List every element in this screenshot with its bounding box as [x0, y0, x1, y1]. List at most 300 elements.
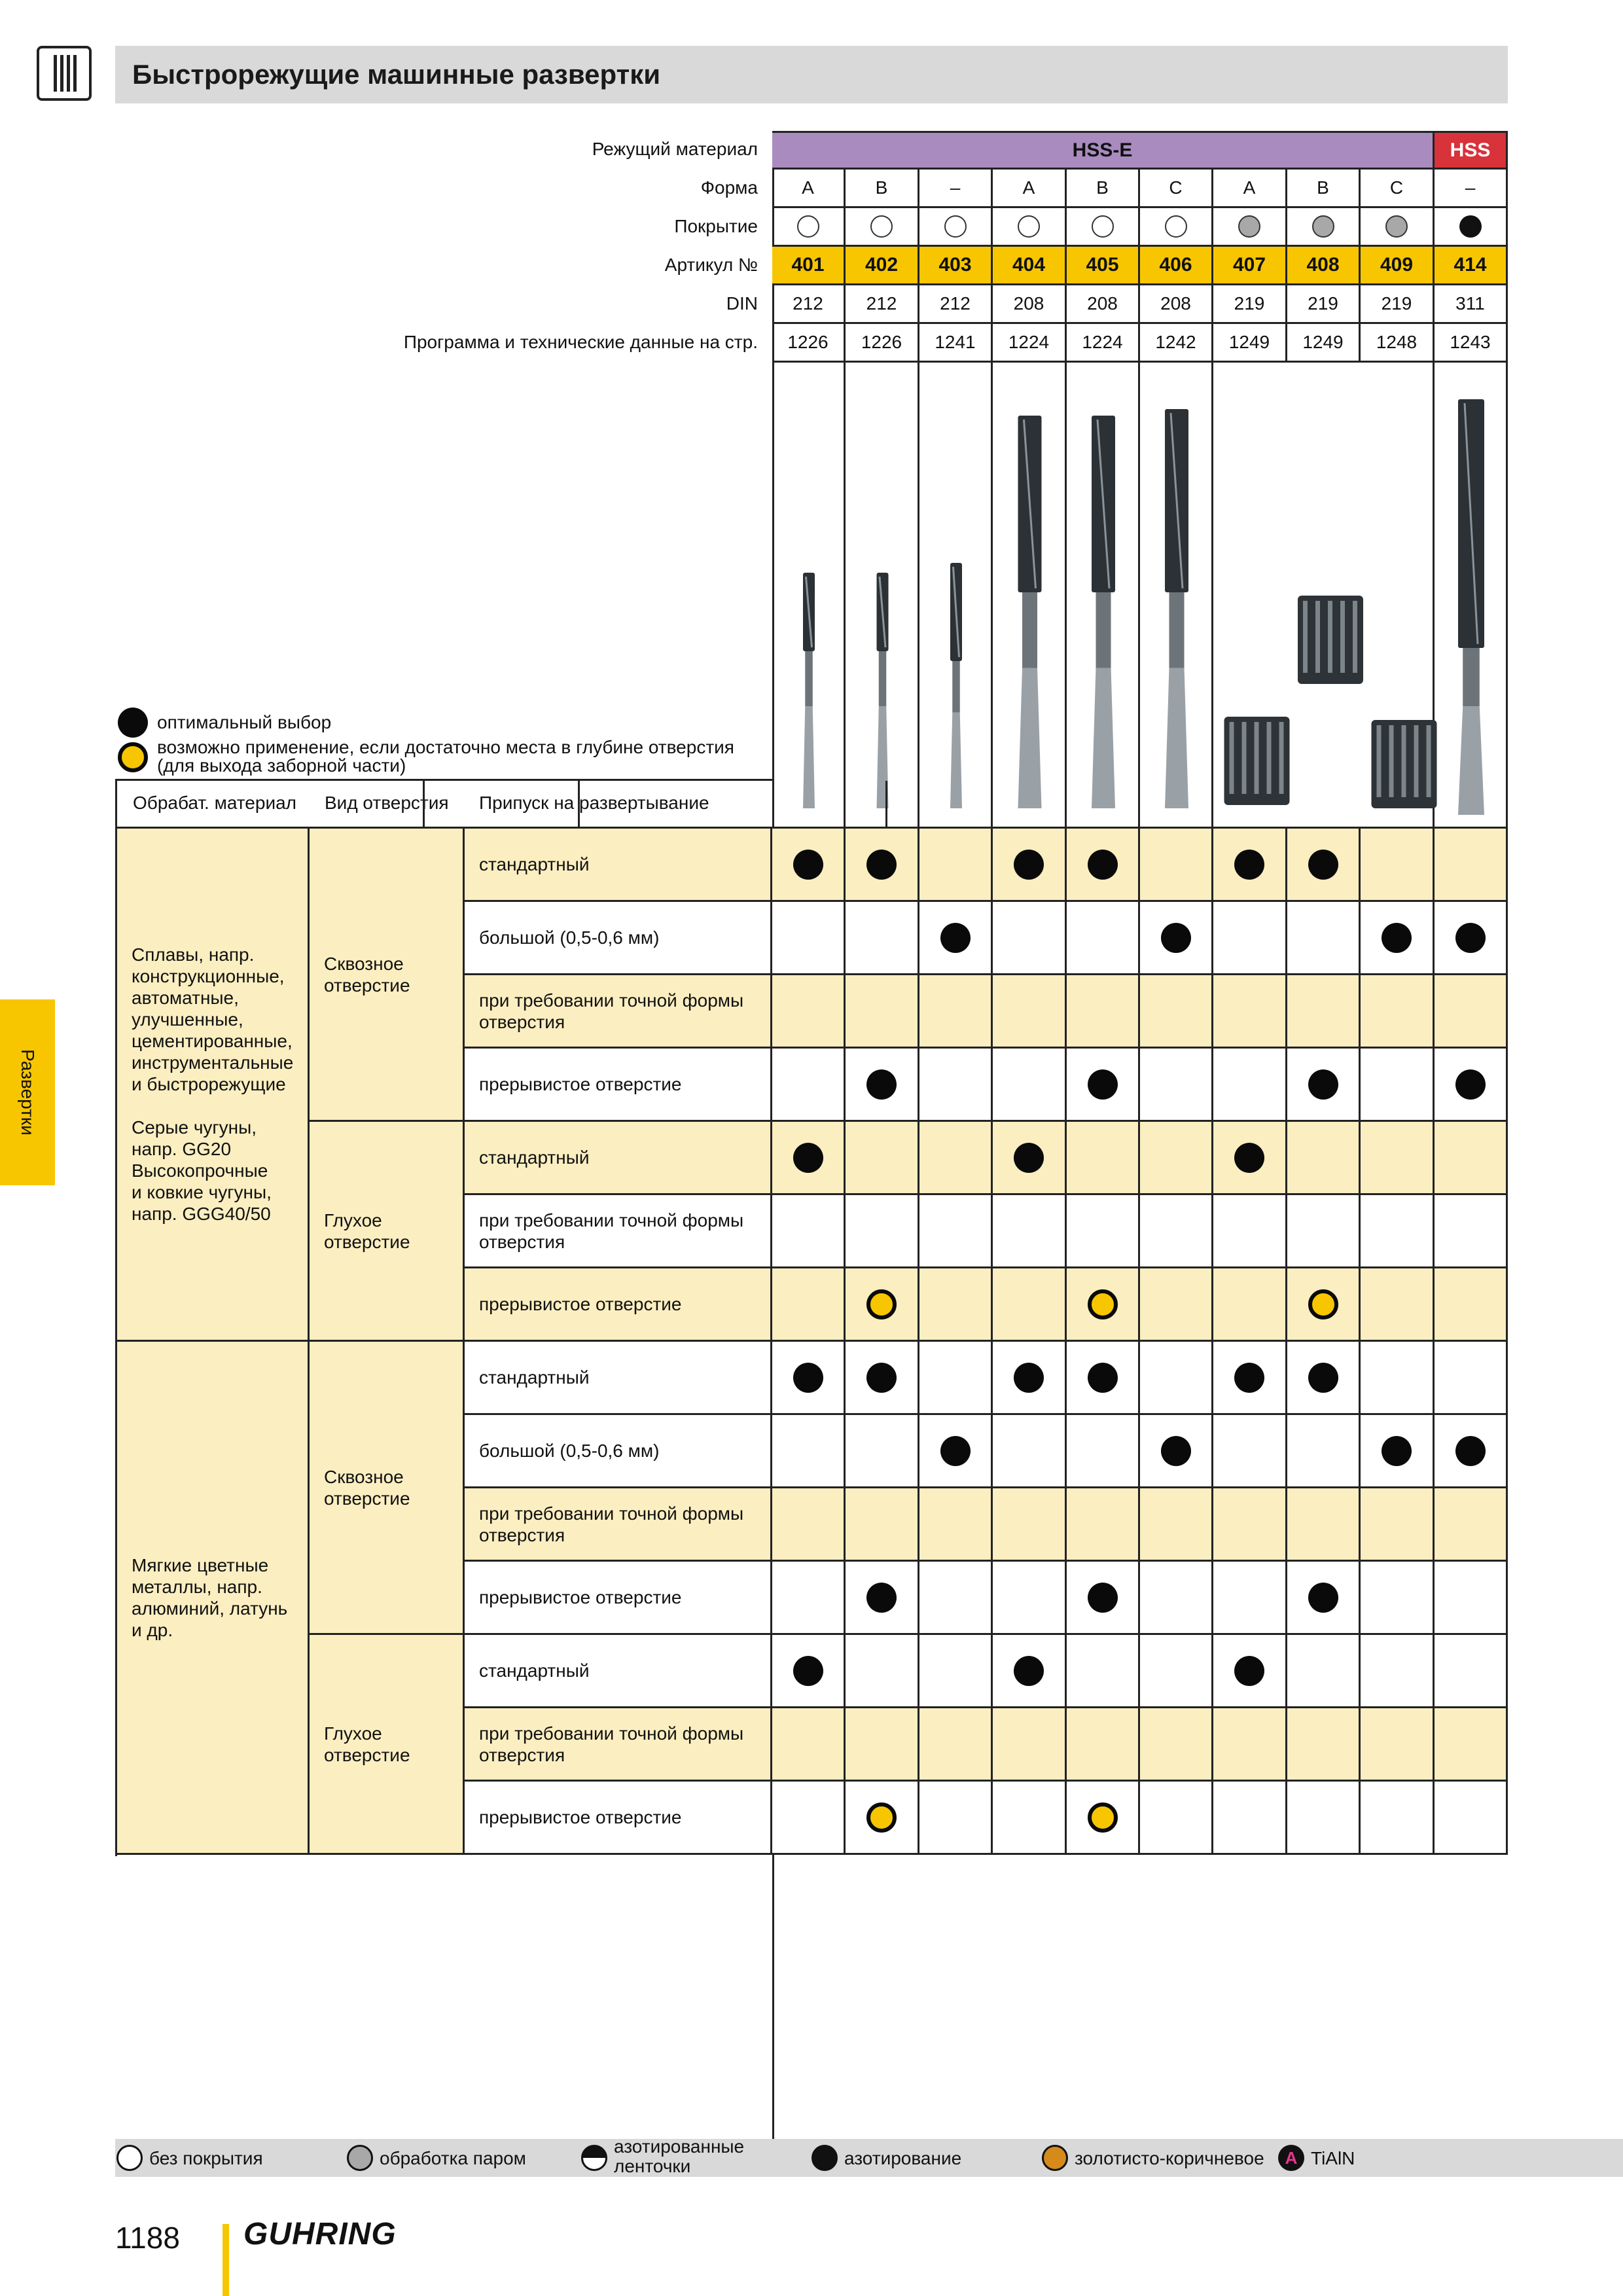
optimal-mark: [940, 1436, 971, 1466]
form-value: A: [1243, 177, 1256, 198]
suitability-cell: [846, 1488, 919, 1562]
suitability-cell: [1067, 902, 1140, 975]
suitability-cell: [772, 1342, 846, 1415]
suitability-cell: [993, 1488, 1067, 1562]
suitability-cell: [1435, 975, 1508, 1049]
hole-type-text: Глухое отверстие: [324, 1210, 410, 1252]
suitability-cell: [1140, 1195, 1213, 1268]
program-page-cell[interactable]: [1140, 324, 1213, 363]
reamer-403-image-shank: [950, 713, 962, 808]
suitability-cell: [1140, 829, 1213, 902]
optimal-mark: [1088, 1363, 1118, 1393]
shell-reamer-flute: [1303, 601, 1308, 673]
suitability-cell: [846, 1122, 919, 1195]
coating-icon: [1312, 215, 1334, 238]
suitability-cell: [1287, 1488, 1361, 1562]
form-cell: [1140, 170, 1213, 208]
suitability-cell: [1361, 1122, 1435, 1195]
optimal-mark: [866, 850, 897, 880]
program-page: 1224: [1008, 332, 1050, 352]
suitability-cell: [919, 1122, 993, 1195]
article-number: 406: [1159, 254, 1192, 276]
possible-mark: [866, 1803, 897, 1833]
suitability-cell: [1287, 1708, 1361, 1782]
article-cell[interactable]: [919, 247, 993, 285]
suitability-cell: [846, 1635, 919, 1708]
form-value: B: [1317, 177, 1329, 198]
footer-legend-label: азотирование: [844, 2148, 962, 2168]
optimal-mark: [1014, 1363, 1044, 1393]
shell-reamer-flute: [1328, 601, 1332, 673]
allowance-cell: [465, 1782, 772, 1855]
article-cell[interactable]: [1067, 247, 1140, 285]
optimal-mark: [1234, 1143, 1264, 1173]
din-value: 208: [1013, 293, 1044, 314]
tool-images: [772, 363, 1509, 821]
program-page-cell[interactable]: [1213, 324, 1287, 363]
label-form: Форма: [700, 177, 758, 198]
optimal-mark: [866, 1069, 897, 1100]
suitability-cell: [846, 1708, 919, 1782]
suitability-cell: [1067, 1268, 1140, 1342]
program-page-cell[interactable]: [772, 324, 846, 363]
reamer-402-image-neck: [879, 651, 887, 706]
suitability-cell: [993, 1195, 1067, 1268]
suitability-cell: [1140, 1782, 1213, 1855]
shell-reamer-flute: [1255, 722, 1259, 794]
circle-grey-icon: [347, 2145, 373, 2171]
article-cell[interactable]: [772, 247, 846, 285]
suitability-cell: [772, 1562, 846, 1635]
optimal-mark: [1308, 1583, 1338, 1613]
allowance-label: прерывистое отверстие: [479, 1294, 682, 1314]
article-number: 409: [1380, 254, 1414, 276]
suitability-cell: [1435, 902, 1508, 975]
a-badge-icon: [1278, 2145, 1304, 2171]
program-page: 1241: [935, 332, 976, 352]
optimal-mark: [1014, 1143, 1044, 1173]
reamer-405-image-shank: [1092, 668, 1115, 809]
side-tab-label: Развертки: [18, 1049, 38, 1136]
form-cell: [919, 170, 993, 208]
suitability-cell: [1213, 902, 1287, 975]
optimal-mark: [1308, 1363, 1338, 1393]
suitability-cell: [1140, 1049, 1213, 1122]
brand-bar: [223, 2224, 229, 2296]
suitability-cell: [1361, 1195, 1435, 1268]
suitability-cell: [1435, 1488, 1508, 1562]
reamer-404-image-neck: [1022, 592, 1037, 668]
reamer-section-icon: [37, 46, 92, 101]
suitability-cell: [846, 1342, 919, 1415]
suitability-cell: [1361, 1049, 1435, 1122]
suitability-cell: [772, 975, 846, 1049]
label-program: Программа и технические данные на стр.: [403, 332, 758, 352]
coating-icon: [870, 215, 893, 238]
reamer-403-image-neck: [952, 661, 960, 713]
article-number: 414: [1454, 254, 1487, 276]
suitability-cell: [993, 829, 1067, 902]
program-page-cell[interactable]: [1287, 324, 1361, 363]
suitability-cell: [1361, 829, 1435, 902]
din-cell: [846, 285, 919, 324]
label-material: Режущий материал: [592, 139, 758, 159]
din-value: 219: [1234, 293, 1265, 314]
din-value: 208: [1160, 293, 1191, 314]
suitability-cell: [1361, 1342, 1435, 1415]
suitability-cell: [1213, 1122, 1287, 1195]
suitability-cell: [1361, 1562, 1435, 1635]
shell-reamer-flute: [1377, 725, 1382, 797]
form-value: C: [1169, 177, 1183, 198]
optimal-mark: [1234, 1363, 1264, 1393]
shell-reamer-flute: [1279, 722, 1284, 794]
suitability-cell: [846, 1268, 919, 1342]
circle-gold-icon: [1042, 2145, 1068, 2171]
shell-reamer-flute: [1340, 601, 1345, 673]
suitability-cell: [1287, 1635, 1361, 1708]
suitability-cell: [846, 829, 919, 902]
program-page: 1226: [861, 332, 902, 352]
table-header-cell: [580, 781, 887, 829]
allowance-cell: [465, 1488, 772, 1562]
suitability-cell: [919, 1415, 993, 1488]
article-cell[interactable]: [1213, 247, 1287, 285]
optimal-mark: [793, 1656, 823, 1686]
program-page: 1243: [1450, 332, 1491, 352]
suitability-cell: [1140, 1415, 1213, 1488]
article-cell[interactable]: [1435, 247, 1508, 285]
allowance-cell: [465, 975, 772, 1049]
din-value: 311: [1455, 293, 1485, 314]
din-cell: [772, 285, 846, 324]
possible-legend-icon: [118, 742, 148, 772]
suitability-cell: [772, 1708, 846, 1782]
suitability-cell: [1287, 1342, 1361, 1415]
suitability-cell: [1287, 1562, 1361, 1635]
label-coating: Покрытие: [674, 216, 758, 236]
coating-icon: [1385, 215, 1408, 238]
allowance-cell: [465, 1342, 772, 1415]
reamer-401-image-neck: [805, 651, 813, 706]
hole-type-cell: [310, 1635, 465, 1855]
reamer-405-image-neck: [1096, 592, 1111, 668]
reamer-404-image-shank: [1018, 668, 1042, 809]
suitability-cell: [1435, 1415, 1508, 1488]
shell-reamer-flute: [1315, 601, 1320, 673]
optimal-mark: [1382, 1436, 1412, 1466]
suitability-cell: [993, 1708, 1067, 1782]
suitability-cell: [1287, 1268, 1361, 1342]
din-value: 212: [793, 293, 823, 314]
footer-legend-label: TiAlN: [1311, 2148, 1355, 2168]
din-cell: [1140, 285, 1213, 324]
program-page-cell[interactable]: [993, 324, 1067, 363]
suitability-cell: [1213, 1635, 1287, 1708]
optimal-mark: [1088, 1069, 1118, 1100]
suitability-cell: [1067, 1488, 1140, 1562]
brand-logo: GUHRING: [243, 2217, 397, 2251]
allowance-label: прерывистое отверстие: [479, 1807, 682, 1827]
hole-type-text: Глухое отверстие: [324, 1723, 410, 1765]
coating-icon: [1238, 215, 1260, 238]
program-page-cell[interactable]: [846, 324, 919, 363]
suitability-cell: [1067, 1049, 1140, 1122]
suitability-cell: [1213, 1342, 1287, 1415]
din-cell: [1287, 285, 1361, 324]
din-cell: [1067, 285, 1140, 324]
din-value: 212: [940, 293, 971, 314]
suitability-cell: [993, 1635, 1067, 1708]
allowance-cell: [465, 902, 772, 975]
suitability-cell: [1435, 1562, 1508, 1635]
din-cell: [1361, 285, 1435, 324]
side-tab[interactable]: [0, 999, 55, 1185]
allowance-label: большой (0,5-0,6 мм): [479, 927, 660, 948]
coating-cell: [993, 208, 1067, 247]
allowance-label: большой (0,5-0,6 мм): [479, 1441, 660, 1461]
possible-mark: [1088, 1803, 1118, 1833]
coating-cell: [846, 208, 919, 247]
din-cell: [993, 285, 1067, 324]
form-value: B: [875, 177, 888, 198]
suitability-cell: [919, 902, 993, 975]
suitability-cell: [1287, 1049, 1361, 1122]
article-cell[interactable]: [846, 247, 919, 285]
coating-cell: [1213, 208, 1287, 247]
optimal-mark: [1234, 1656, 1264, 1686]
suitability-cell: [919, 1488, 993, 1562]
allowance-cell: [465, 1268, 772, 1342]
suitability-cell: [993, 1415, 1067, 1488]
suitability-cell: [1287, 1415, 1361, 1488]
suitability-cell: [1140, 975, 1213, 1049]
material-cell: [117, 1342, 310, 1855]
optimal-mark: [940, 923, 971, 953]
allowance-cell: [465, 1195, 772, 1268]
suitability-cell: [1213, 1782, 1287, 1855]
hole-type-text: Сквозное отверстие: [324, 1466, 410, 1509]
suitability-cell: [1140, 1635, 1213, 1708]
article-cell[interactable]: [1140, 247, 1213, 285]
footer-legend-label: без покрытия: [149, 2148, 263, 2168]
suitability-cell: [919, 1195, 993, 1268]
optimal-mark: [1455, 1069, 1486, 1100]
suitability-cell: [1361, 1708, 1435, 1782]
allowance-label: стандартный: [479, 1367, 590, 1388]
suitability-cell: [919, 975, 993, 1049]
optimal-mark: [793, 1143, 823, 1173]
suitability-cell: [1067, 1562, 1140, 1635]
suitability-cell: [772, 1049, 846, 1122]
legend-optimal: оптимальный выбор: [157, 712, 332, 732]
suitability-cell: [1067, 829, 1140, 902]
coating-cell: [772, 208, 846, 247]
footer-legend-label: золотисто-коричневое: [1075, 2148, 1264, 2168]
coating-icon: [1165, 215, 1187, 238]
suitability-cell: [1435, 1782, 1508, 1855]
din-value: 219: [1381, 293, 1412, 314]
suitability-cell: [1287, 1782, 1361, 1855]
hole-type-text: Сквозное отверстие: [324, 953, 410, 996]
allowance-cell: [465, 1049, 772, 1122]
suitability-cell: [919, 1562, 993, 1635]
suitability-cell: [772, 1195, 846, 1268]
suitability-cell: [1361, 1268, 1435, 1342]
tialn-badge-letter: A: [1285, 2147, 1298, 2168]
coating-icon: [797, 215, 819, 238]
hole-type-cell: [310, 829, 465, 1122]
table-header-cell: [117, 781, 425, 829]
form-value: –: [950, 177, 961, 198]
material-text: Мягкие цветные металлы, напр. алюминий, латунь и др.: [132, 1554, 288, 1640]
article-cell[interactable]: [1287, 247, 1361, 285]
material-group-cell: [772, 133, 1435, 170]
optimal-mark: [1308, 850, 1338, 880]
legend-possible: [157, 738, 734, 775]
optimal-mark: [1161, 1436, 1191, 1466]
suitability-cell: [1287, 975, 1361, 1049]
suitability-cell: [1213, 975, 1287, 1049]
material-group-label: HSS-E: [1072, 139, 1133, 161]
suitability-cell: [1361, 1488, 1435, 1562]
suitability-cell: [1140, 1122, 1213, 1195]
form-cell: [1435, 170, 1508, 208]
suitability-cell: [993, 1268, 1067, 1342]
form-value: –: [1465, 177, 1476, 198]
article-number: 408: [1306, 254, 1340, 276]
allowance-label: стандартный: [479, 854, 590, 874]
din-cell: [919, 285, 993, 324]
suitability-cell: [993, 902, 1067, 975]
footer-legend-label: азотированные ленточки: [614, 2136, 745, 2176]
label-din: DIN: [726, 293, 758, 314]
header-allowance: Припуск на развертывание: [479, 793, 709, 813]
suitability-cell: [1067, 1708, 1140, 1782]
legend-possible-line2: (для выхода заборной части): [157, 755, 406, 776]
suitability-cell: [993, 1122, 1067, 1195]
optimal-legend-icon: [118, 708, 148, 738]
article-number: 405: [1086, 254, 1119, 276]
suitability-cell: [1361, 1782, 1435, 1855]
suitability-cell: [993, 1049, 1067, 1122]
din-value: 219: [1308, 293, 1338, 314]
program-page: 1242: [1155, 332, 1196, 352]
suitability-cell: [1067, 1782, 1140, 1855]
coating-cell: [1287, 208, 1361, 247]
program-page-cell[interactable]: [919, 324, 993, 363]
allowance-label: стандартный: [479, 1147, 590, 1168]
suitability-cell: [919, 1268, 993, 1342]
suitability-cell: [846, 975, 919, 1049]
coating-cell: [1067, 208, 1140, 247]
program-page: 1248: [1376, 332, 1418, 352]
suitability-cell: [993, 975, 1067, 1049]
article-cell[interactable]: [993, 247, 1067, 285]
din-value: 212: [866, 293, 897, 314]
material-text: Сплавы, напр. конструкционные, автоматные, улучшенные, цементированные, инструментальные и быстрорежущие Серые чугуны, напр. GG20 Высокопрочные и ковкие чугуны, напр. GGG40/50: [132, 944, 294, 1224]
article-cell[interactable]: [1361, 247, 1435, 285]
allowance-cell: [465, 1415, 772, 1488]
program-page-cell[interactable]: [1435, 324, 1508, 363]
header-hole: Вид отверстия: [325, 793, 449, 813]
possible-mark: [1308, 1289, 1338, 1319]
shell-reamer-flute: [1230, 722, 1234, 794]
suitability-cell: [772, 1268, 846, 1342]
shell-reamer-flute: [1242, 722, 1247, 794]
suitability-cell: [1361, 975, 1435, 1049]
shell-reamer-flute: [1267, 722, 1272, 794]
form-cell: [993, 170, 1067, 208]
suitability-cell: [1287, 829, 1361, 902]
optimal-mark: [1088, 850, 1118, 880]
article-number: 401: [791, 254, 825, 276]
suitability-cell: [1435, 1708, 1508, 1782]
form-cell: [1213, 170, 1287, 208]
din-cell: [1213, 285, 1287, 324]
legend-possible-line1: возможно применение, если достаточно места в глубине отверстия: [157, 737, 734, 757]
suitability-cell: [993, 1342, 1067, 1415]
suitability-cell: [846, 902, 919, 975]
suitability-cell: [1067, 1122, 1140, 1195]
circle-white-icon: [116, 2145, 143, 2171]
suitability-cell: [1140, 1342, 1213, 1415]
program-page-cell[interactable]: [1361, 324, 1435, 363]
form-cell: [846, 170, 919, 208]
suitability-cell: [1213, 1049, 1287, 1122]
allowance-label: при требовании точной формы отверстия: [479, 1210, 744, 1252]
program-page: 1249: [1302, 332, 1344, 352]
coating-icon: [944, 215, 967, 238]
shell-reamer-flute: [1389, 725, 1394, 797]
material-cell: [117, 829, 310, 1342]
suitability-cell: [1213, 829, 1287, 902]
hole-type-cell: [310, 1342, 465, 1635]
suitability-cell: [993, 1562, 1067, 1635]
hole-type-cell: [310, 1122, 465, 1342]
article-number: 403: [938, 254, 972, 276]
suitability-cell: [1140, 1488, 1213, 1562]
header-material: Обрабат. материал: [133, 793, 297, 813]
suitability-cell: [1435, 1342, 1508, 1415]
suitability-cell: [1140, 1708, 1213, 1782]
suitability-cell: [772, 1415, 846, 1488]
optimal-mark: [793, 850, 823, 880]
possible-mark: [866, 1289, 897, 1319]
optimal-mark: [1308, 1069, 1338, 1100]
suitability-cell: [1361, 1415, 1435, 1488]
suitability-cell: [1361, 1635, 1435, 1708]
suitability-cell: [846, 1049, 919, 1122]
suitability-cell: [1213, 1195, 1287, 1268]
suitability-cell: [1067, 1415, 1140, 1488]
possible-mark: [1088, 1289, 1118, 1319]
shell-reamer-flute: [1414, 725, 1419, 797]
program-page: 1224: [1082, 332, 1123, 352]
allowance-label: при требовании точной формы отверстия: [479, 990, 744, 1032]
suitability-cell: [993, 1782, 1067, 1855]
allowance-cell: [465, 1635, 772, 1708]
program-page-cell[interactable]: [1067, 324, 1140, 363]
suitability-cell: [1067, 975, 1140, 1049]
suitability-cell: [1287, 1195, 1361, 1268]
article-number: 407: [1232, 254, 1266, 276]
suitability-cell: [919, 1342, 993, 1415]
suitability-cell: [1067, 1195, 1140, 1268]
optimal-mark: [1014, 850, 1044, 880]
suitability-cell: [1067, 1342, 1140, 1415]
optimal-mark: [866, 1583, 897, 1613]
